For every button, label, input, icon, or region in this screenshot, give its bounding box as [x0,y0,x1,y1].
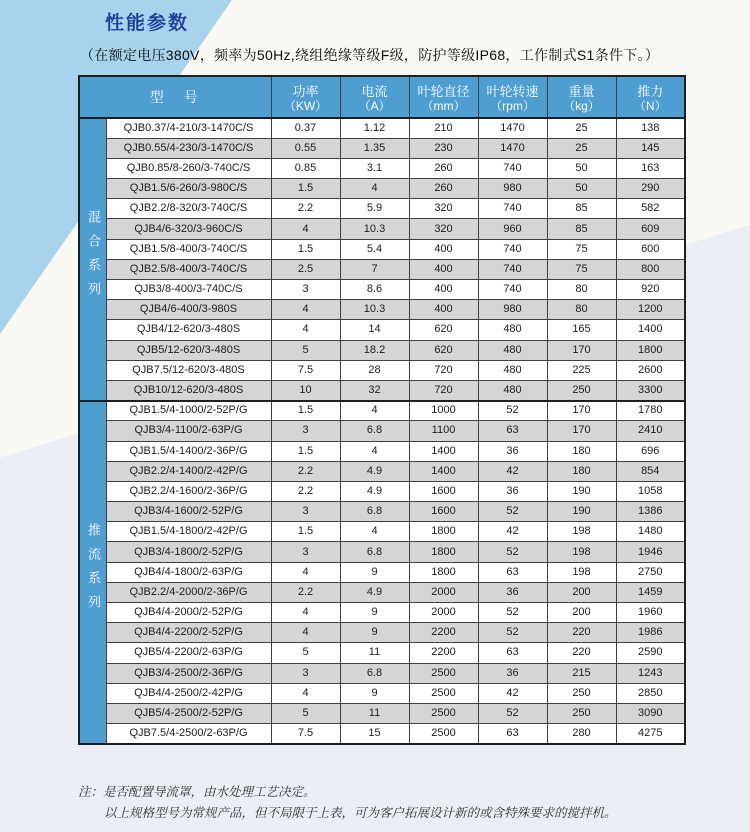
table-row [79,603,685,623]
value-cell: 36 [478,441,547,461]
value-cell: 480 [478,380,547,400]
value-cell: 4.9 [340,461,409,481]
value-cell: 4 [271,683,340,703]
model-cell: QJB4/4-1800/2-63P/G [106,562,271,582]
column-header-unit: （N） [633,98,667,113]
series-label: 混合系列 [86,209,101,306]
value-cell: 5.9 [340,199,409,219]
performance-parameters-table [78,75,686,745]
model-cell: QJB4/12-620/3-480S [106,320,271,340]
value-cell: 5 [271,703,340,723]
value-cell: 320 [409,199,478,219]
value-cell: 480 [478,320,547,340]
table-row [79,259,685,279]
value-cell: 250 [547,683,616,703]
value-cell: 1600 [409,481,478,501]
value-cell: 36 [478,582,547,602]
value-cell: 696 [616,441,685,461]
model-cell: QJB5/4-2200/2-63P/G [106,643,271,663]
table-row [79,522,685,542]
value-cell: 28 [340,360,409,380]
table-row [79,158,685,178]
value-cell: 2600 [616,360,685,380]
value-cell: 2410 [616,421,685,441]
model-cell: QJB2.2/8-320/3-740C/S [106,199,271,219]
page-title: 性能参数 [105,13,190,34]
value-cell: 600 [616,239,685,259]
model-cell: QJB3/4-1100/2-63P/G [106,421,271,441]
value-cell: 2.2 [271,582,340,602]
value-cell: 225 [547,360,616,380]
table-row [79,340,685,360]
value-cell: 0.37 [271,118,340,138]
model-cell: QJB7.5/4-2500/2-63P/G [106,724,271,744]
value-cell: 3300 [616,380,685,400]
table-row [79,663,685,683]
value-cell: 220 [547,623,616,643]
value-cell: 740 [478,259,547,279]
model-cell: QJB1.5/4-1000/2-52P/G [106,401,271,421]
value-cell: 220 [547,643,616,663]
value-cell: 1000 [409,401,478,421]
value-cell: 36 [478,663,547,683]
value-cell: 75 [547,239,616,259]
value-cell: 63 [478,724,547,744]
value-cell: 52 [478,703,547,723]
value-cell: 5.4 [340,239,409,259]
series-label: 推流系列 [86,522,101,619]
value-cell: 63 [478,562,547,582]
model-cell: QJB4/4-2500/2-42P/G [106,683,271,703]
value-cell: 3 [271,502,340,522]
value-cell: 85 [547,219,616,239]
value-cell: 25 [547,118,616,138]
value-cell: 36 [478,481,547,501]
value-cell: 6.8 [340,502,409,522]
value-cell: 63 [478,421,547,441]
model-cell: QJB0.85/8-260/3-740C/S [106,158,271,178]
value-cell: 980 [478,179,547,199]
footnote-line-2: 以上规格型号为常规产品，但不局限于上表，可为客户拓展设计新的或含特殊要求的搅拌机。 [104,805,617,820]
value-cell: 3.1 [340,158,409,178]
model-cell: QJB4/4-2200/2-52P/G [106,623,271,643]
value-cell: 1780 [616,401,685,421]
value-cell: 1386 [616,502,685,522]
table-row [79,683,685,703]
value-cell: 3 [271,280,340,300]
table-row [79,138,685,158]
model-cell: QJB1.5/4-1800/2-42P/G [106,522,271,542]
value-cell: 1800 [409,562,478,582]
model-cell: QJB2.2/4-1400/2-42P/G [106,461,271,481]
column-header-unit: （kg） [563,98,600,113]
table-header-row [79,76,685,118]
value-cell: 42 [478,461,547,481]
value-cell: 2.2 [271,199,340,219]
value-cell: 9 [340,623,409,643]
table-row [79,461,685,481]
value-cell: 1.5 [271,179,340,199]
model-cell: QJB4/6-400/3-980S [106,300,271,320]
value-cell: 1800 [616,340,685,360]
value-cell: 138 [616,118,685,138]
value-cell: 165 [547,320,616,340]
model-cell: QJB2.2/4-2000/2-36P/G [106,582,271,602]
table-row [79,421,685,441]
value-cell: 9 [340,603,409,623]
column-header-name: 功率 [292,83,319,99]
value-cell: 7.5 [271,360,340,380]
column-header [271,76,340,118]
model-cell: QJB4/6-320/3-960C/S [106,219,271,239]
value-cell: 2500 [409,724,478,744]
value-cell: 800 [616,259,685,279]
value-cell: 980 [478,300,547,320]
model-cell: QJB3/4-2500/2-36P/G [106,663,271,683]
value-cell: 198 [547,542,616,562]
table-row [79,199,685,219]
value-cell: 11 [340,643,409,663]
value-cell: 4 [271,320,340,340]
value-cell: 3090 [616,703,685,723]
value-cell: 1058 [616,481,685,501]
column-header-name: 叶轮直径 [417,83,470,99]
value-cell: 170 [547,421,616,441]
value-cell: 4.9 [340,582,409,602]
value-cell: 190 [547,481,616,501]
value-cell: 163 [616,158,685,178]
column-header [616,76,685,118]
value-cell: 1800 [409,542,478,562]
value-cell: 400 [409,280,478,300]
value-cell: 2200 [409,623,478,643]
value-cell: 250 [547,380,616,400]
value-cell: 1243 [616,663,685,683]
model-cell: QJB7.5/12-620/3-480S [106,360,271,380]
value-cell: 6.8 [340,421,409,441]
table-row [79,542,685,562]
value-cell: 1.35 [340,138,409,158]
value-cell: 52 [478,603,547,623]
value-cell: 1100 [409,421,478,441]
value-cell: 1400 [616,320,685,340]
column-header-name: 推力 [637,83,664,99]
value-cell: 4 [271,603,340,623]
column-header-unit: （mm） [421,98,466,113]
value-cell: 11 [340,703,409,723]
value-cell: 52 [478,502,547,522]
value-cell: 180 [547,461,616,481]
value-cell: 2.2 [271,461,340,481]
value-cell: 10.3 [340,219,409,239]
value-cell: 2.5 [271,259,340,279]
value-cell: 1400 [409,441,478,461]
value-cell: 1600 [409,502,478,522]
model-cell: QJB1.5/8-400/3-740C/S [106,239,271,259]
value-cell: 2850 [616,683,685,703]
value-cell: 52 [478,542,547,562]
table-row [79,703,685,723]
column-header-unit: （rpm） [490,98,535,113]
value-cell: 1200 [616,300,685,320]
value-cell: 145 [616,138,685,158]
value-cell: 170 [547,401,616,421]
column-header-name: 电流 [361,83,388,99]
value-cell: 4.9 [340,481,409,501]
value-cell: 7 [340,259,409,279]
table-row [79,219,685,239]
value-cell: 740 [478,239,547,259]
value-cell: 80 [547,300,616,320]
model-cell: QJB2.5/8-400/3-740C/S [106,259,271,279]
value-cell: 2500 [409,663,478,683]
value-cell: 8.6 [340,280,409,300]
value-cell: 3 [271,663,340,683]
value-cell: 7.5 [271,724,340,744]
model-cell: QJB1.5/4-1400/2-36P/G [106,441,271,461]
value-cell: 620 [409,340,478,360]
column-header-unit: （A） [358,98,391,113]
value-cell: 480 [478,340,547,360]
value-cell: 4275 [616,724,685,744]
table-row [79,643,685,663]
value-cell: 180 [547,441,616,461]
value-cell: 720 [409,360,478,380]
value-cell: 2000 [409,582,478,602]
value-cell: 400 [409,259,478,279]
value-cell: 15 [340,724,409,744]
column-header-model: 型 号 [79,76,271,118]
table-row [79,502,685,522]
value-cell: 1.5 [271,441,340,461]
value-cell: 10 [271,380,340,400]
value-cell: 1960 [616,603,685,623]
value-cell: 260 [409,158,478,178]
table-row [79,239,685,259]
value-cell: 1480 [616,522,685,542]
table-row [79,724,685,744]
column-header [340,76,409,118]
value-cell: 52 [478,623,547,643]
value-cell: 63 [478,643,547,663]
value-cell: 1986 [616,623,685,643]
value-cell: 4 [340,522,409,542]
value-cell: 52 [478,401,547,421]
value-cell: 2750 [616,562,685,582]
value-cell: 80 [547,280,616,300]
table-row [79,320,685,340]
table-row [79,300,685,320]
value-cell: 2000 [409,603,478,623]
column-header [547,76,616,118]
model-cell: QJB1.5/6-260/3-980C/S [106,179,271,199]
model-cell: QJB3/4-1800/2-52P/G [106,542,271,562]
value-cell: 620 [409,320,478,340]
value-cell: 1470 [478,138,547,158]
value-cell: 1470 [478,118,547,138]
value-cell: 42 [478,522,547,542]
value-cell: 5 [271,643,340,663]
value-cell: 198 [547,562,616,582]
value-cell: 170 [547,340,616,360]
table-row [79,623,685,643]
value-cell: 6.8 [340,542,409,562]
table-row [79,360,685,380]
value-cell: 75 [547,259,616,279]
value-cell: 320 [409,219,478,239]
value-cell: 400 [409,239,478,259]
value-cell: 1.5 [271,522,340,542]
value-cell: 50 [547,179,616,199]
value-cell: 0.85 [271,158,340,178]
table-row [79,380,685,400]
value-cell: 2590 [616,643,685,663]
value-cell: 18.2 [340,340,409,360]
value-cell: 1459 [616,582,685,602]
model-cell: QJB0.37/4-210/3-1470C/S [106,118,271,138]
value-cell: 210 [409,118,478,138]
value-cell: 1.12 [340,118,409,138]
value-cell: 2200 [409,643,478,663]
value-cell: 480 [478,360,547,380]
model-cell: QJB2.2/4-1600/2-36P/G [106,481,271,501]
value-cell: 4 [271,219,340,239]
model-cell: QJB3/8-400/3-740C/S [106,280,271,300]
value-cell: 960 [478,219,547,239]
value-cell: 1800 [409,522,478,542]
value-cell: 198 [547,522,616,542]
value-cell: 1946 [616,542,685,562]
value-cell: 1.5 [271,401,340,421]
value-cell: 854 [616,461,685,481]
value-cell: 4 [340,441,409,461]
value-cell: 4 [271,623,340,643]
series-label-cell [79,401,106,744]
value-cell: 2500 [409,683,478,703]
model-cell: QJB4/4-2000/2-52P/G [106,603,271,623]
value-cell: 250 [547,703,616,723]
value-cell: 215 [547,663,616,683]
table-row [79,179,685,199]
model-cell: QJB5/4-2500/2-52P/G [106,703,271,723]
column-header-name: 重量 [568,83,595,99]
value-cell: 14 [340,320,409,340]
value-cell: 190 [547,502,616,522]
value-cell: 230 [409,138,478,158]
value-cell: 1.5 [271,239,340,259]
table-row [79,562,685,582]
value-cell: 200 [547,603,616,623]
column-header-unit: （KW） [283,98,328,113]
value-cell: 10.3 [340,300,409,320]
value-cell: 4 [340,401,409,421]
table-row [79,582,685,602]
value-cell: 32 [340,380,409,400]
table-row [79,401,685,421]
model-cell: QJB10/12-620/3-480S [106,380,271,400]
value-cell: 3 [271,542,340,562]
value-cell: 920 [616,280,685,300]
value-cell: 280 [547,724,616,744]
value-cell: 25 [547,138,616,158]
value-cell: 3 [271,421,340,441]
value-cell: 2500 [409,703,478,723]
value-cell: 6.8 [340,663,409,683]
table-row [79,441,685,461]
value-cell: 0.55 [271,138,340,158]
value-cell: 5 [271,340,340,360]
value-cell: 4 [271,562,340,582]
value-cell: 740 [478,199,547,219]
footnote-line-1: 注：是否配置导流罩，由水处理工艺决定。 [78,784,316,799]
table-row [79,118,685,138]
value-cell: 1400 [409,461,478,481]
column-header [409,76,478,118]
value-cell: 740 [478,280,547,300]
value-cell: 85 [547,199,616,219]
model-cell: QJB0.55/4-230/3-1470C/S [106,138,271,158]
value-cell: 582 [616,199,685,219]
table-row [79,280,685,300]
column-header-name: 叶轮转速 [486,83,539,99]
value-cell: 400 [409,300,478,320]
value-cell: 9 [340,683,409,703]
value-cell: 42 [478,683,547,703]
value-cell: 4 [271,300,340,320]
value-cell: 50 [547,158,616,178]
value-cell: 4 [340,179,409,199]
model-cell: QJB5/12-620/3-480S [106,340,271,360]
value-cell: 200 [547,582,616,602]
column-header [478,76,547,118]
value-cell: 740 [478,158,547,178]
value-cell: 2.2 [271,481,340,501]
page-subtitle: （在额定电压380V，频率为50Hz,绕组绝缘等级F级，防护等级IP68，工作制式S1条件下。） [80,47,660,63]
value-cell: 260 [409,179,478,199]
value-cell: 609 [616,219,685,239]
value-cell: 9 [340,562,409,582]
series-label-cell [79,118,106,401]
table-row [79,481,685,501]
value-cell: 720 [409,380,478,400]
value-cell: 290 [616,179,685,199]
model-cell: QJB3/4-1600/2-52P/G [106,502,271,522]
